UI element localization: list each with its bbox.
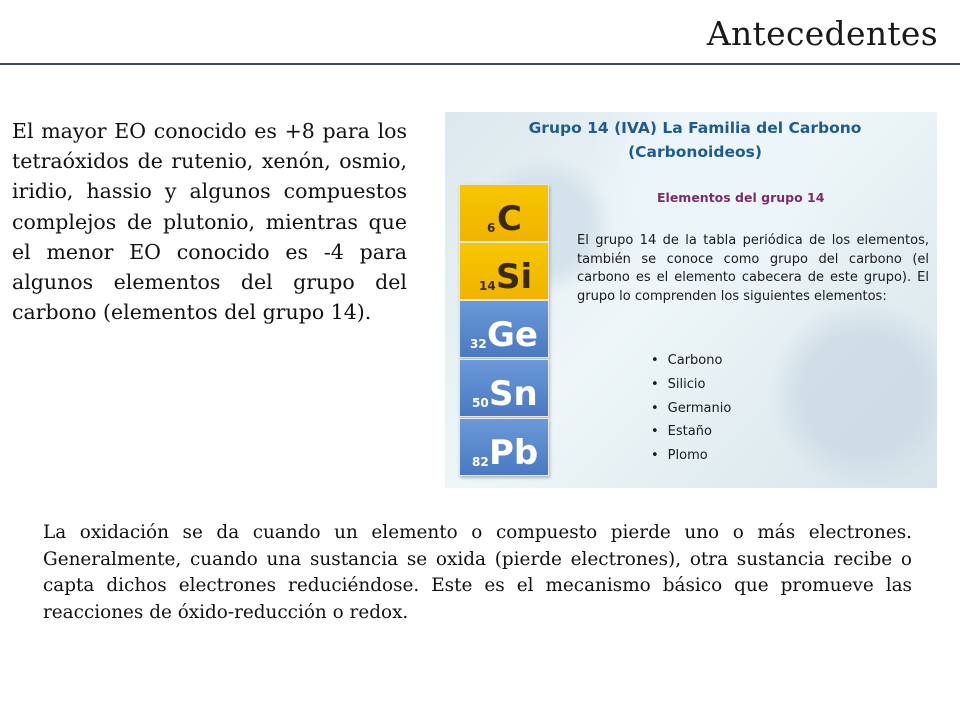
- list-item: • Estaño: [651, 420, 731, 444]
- atomic-number: 32: [470, 337, 487, 351]
- slide-title: Antecedentes: [706, 14, 938, 53]
- list-item: • Carbono: [651, 349, 731, 373]
- element-tile-lead: [459, 418, 549, 476]
- atomic-number: 14: [479, 279, 496, 293]
- figure-subtitle: Elementos del grupo 14: [657, 190, 825, 205]
- list-item: • Plomo: [651, 444, 731, 468]
- atomic-number: 6: [487, 221, 496, 235]
- atomic-number: 50: [472, 396, 489, 410]
- oxidation-paragraph: La oxidación se da cuando un elemento o compuesto pierde uno o más electrones. Generalmente, cuando una sustancia se oxida (pierde electrones), otra sustancia recibe o capta dichos electrones reduciéndose. Este es el mecanismo básico que promueve las reacciones de óxido-reducción o redox.: [43, 522, 912, 623]
- title-divider: [0, 63, 960, 65]
- element-symbol: Pb: [489, 433, 539, 473]
- intro-paragraph: El mayor EO conocido es +8 para los tetraóxidos de rutenio, xenón, osmio, iridio, hassio y algunos compuestos complejos de plutonio, mientras que el menor EO conocido es -4 para algunos elementos del grupo del carbono (elementos del grupo 14).: [12, 119, 407, 325]
- element-symbol: Ge: [487, 315, 538, 355]
- element-symbol: C: [497, 199, 522, 239]
- figure-title: [485, 116, 905, 164]
- figure-title-line-1: Grupo 14 (IVA) La Familia del Carbono: [528, 119, 862, 137]
- element-tile-silicon: [459, 242, 549, 300]
- group-14-figure: [445, 112, 937, 488]
- figure-description: El grupo 14 de la tabla periódica de los elementos, también se conoce como grupo del carbono (el carbono es el elemento cabecera de este grupo). El grupo lo comprenden los siguientes elementos:: [577, 233, 929, 304]
- list-item: • Germanio: [651, 397, 731, 421]
- element-tile-carbon: [459, 184, 549, 242]
- atomic-number: 82: [472, 455, 489, 469]
- element-symbol: Sn: [489, 374, 538, 414]
- figure-title-line-2: (Carbonoideos): [628, 143, 762, 161]
- element-tile-tin: [459, 359, 549, 417]
- element-tile-germanium: [459, 300, 549, 358]
- list-item: • Silicio: [651, 373, 731, 397]
- element-symbol: Si: [496, 257, 533, 297]
- element-list: [651, 349, 731, 468]
